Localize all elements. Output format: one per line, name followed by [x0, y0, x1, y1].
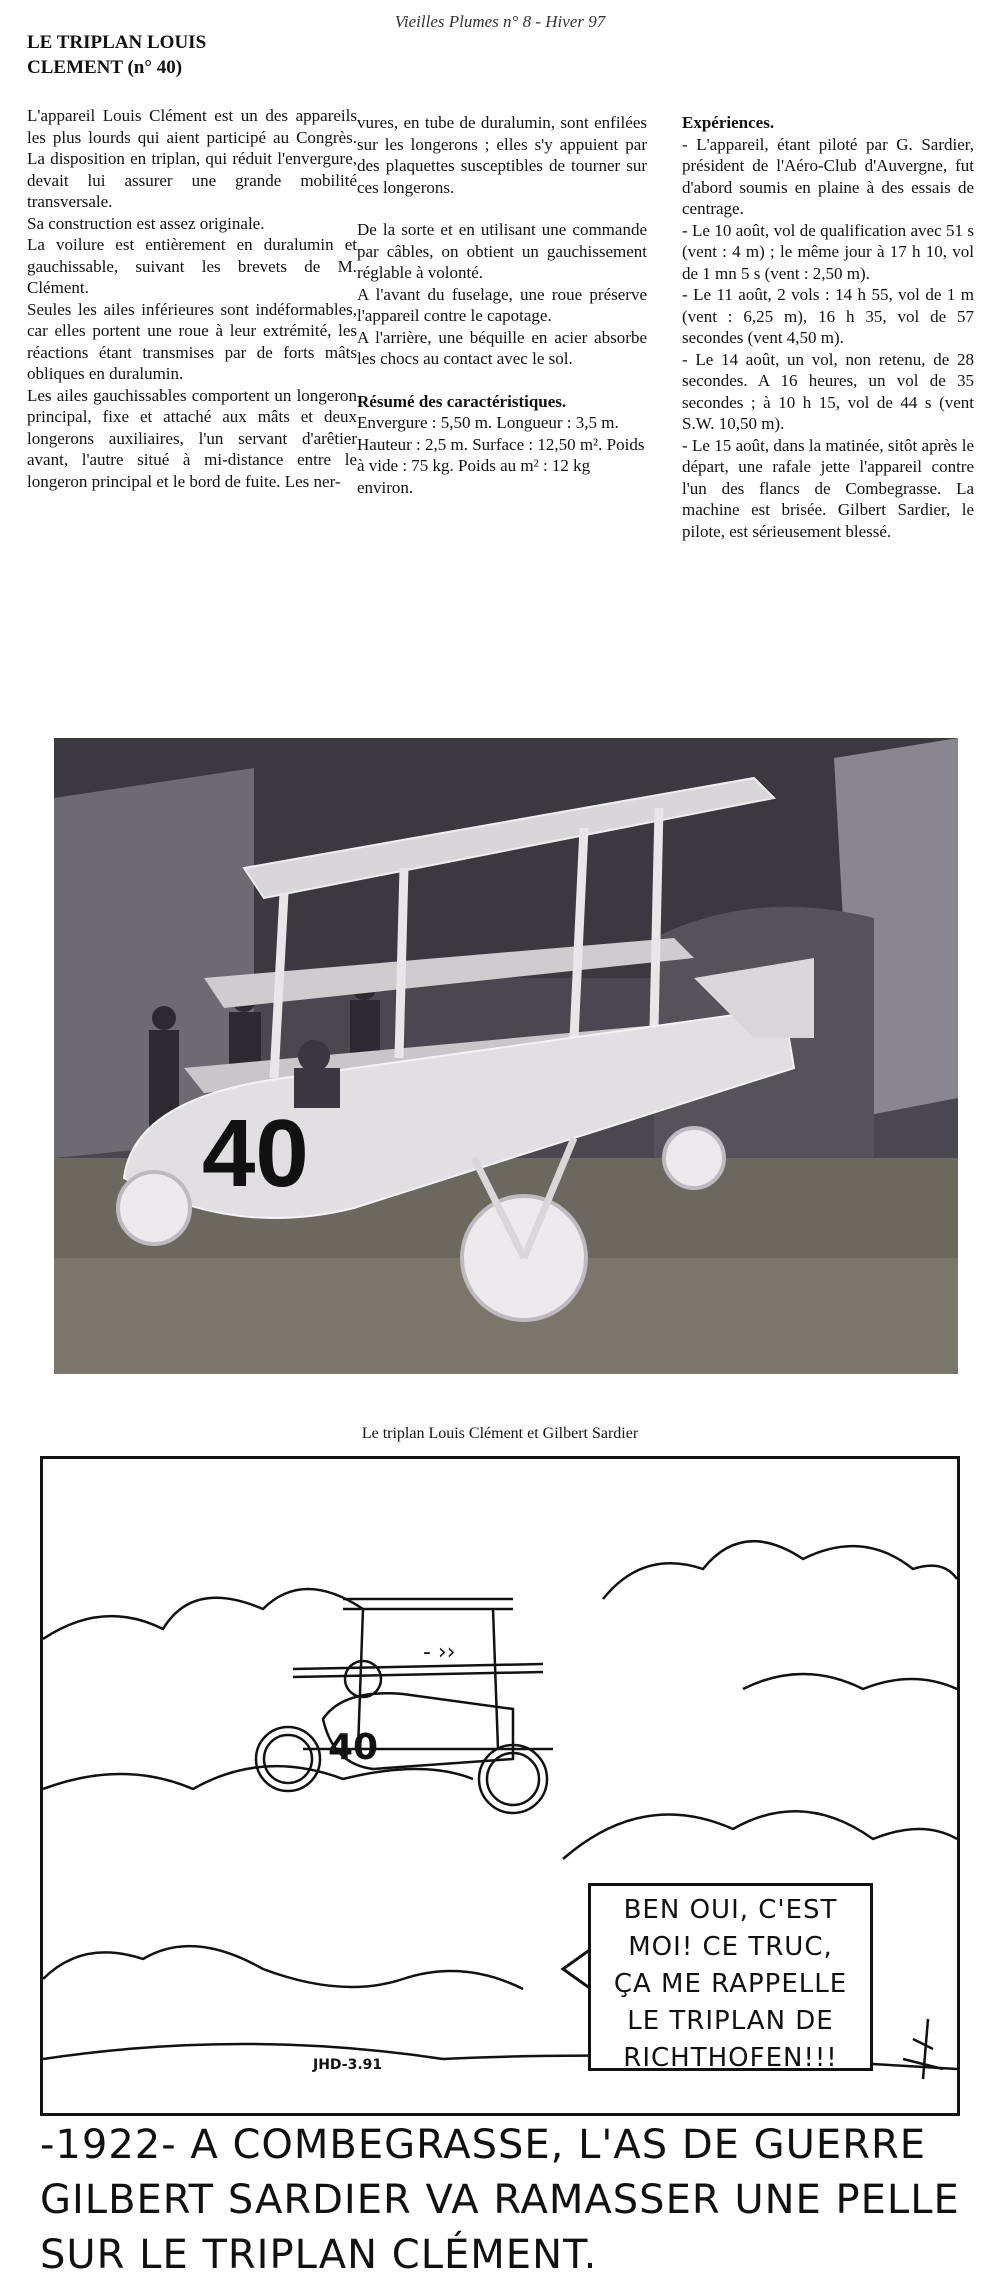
photo-caption: Le triplan Louis Clément et Gilbert Sardier: [361, 1425, 639, 1442]
triplane-photo: [54, 738, 958, 1374]
cartoon-plane-number: 40: [328, 1727, 379, 1768]
bubble-line: MOI! CE TRUC,: [628, 1932, 833, 1962]
cartoon-caption-line-1: -1922- A COMBEGRASSE, L'AS DE GUERRE: [40, 2122, 927, 2168]
paragraph: Sa construction est assez originale.: [27, 213, 265, 233]
aircraft-number: 40: [202, 1100, 309, 1207]
paragraph: A l'avant du fuselage, une roue préserve l'appareil contre le capotage.: [357, 284, 647, 325]
cartoon-panel: [40, 1456, 960, 2116]
paragraph: De la sorte et en utilisant une commande par câbles, on obtient un gauchissement réglable à volonté.: [357, 220, 647, 282]
paragraph: Seules les ailes inférieures sont indéformables, car elles portent une roue à leur extrémité, les réactions étant transmises par de forts mâts obliques en duralumin.: [27, 299, 357, 383]
cartoon-caption-line-2: GILBERT SARDIER VA RAMASSER UNE PELLE: [40, 2177, 960, 2223]
title-line-1: LE TRIPLAN LOUIS: [27, 32, 207, 53]
text-column-2: [357, 112, 647, 498]
bubble-line: BEN OUI, C'EST: [623, 1895, 838, 1925]
article-title: [27, 30, 327, 80]
artist-signature: JHD-3.91: [313, 2057, 383, 2073]
paragraph: L'appareil Louis Clément est un des appareils les plus lourds qui aient participé au Congrès. La disposition en triplan, qui réduit l'envergure, devait lui assurer une grande mobilité transversale.: [27, 106, 357, 211]
paragraph: vures, en tube de duralumin, sont enfilées sur les longerons ; elles s'y appuient par des plaquettes susceptibles de tourner sur ces longerons.: [357, 113, 647, 197]
paragraph: A l'arrière, une béquille en acier absorbe les chocs au contact avec le sol.: [357, 327, 647, 368]
speech-bubble: [588, 1883, 873, 2071]
text-column-1: [27, 105, 357, 492]
triplane-photo-illustration: [54, 738, 958, 1374]
bubble-line: LE TRIPLAN DE: [627, 2006, 834, 2036]
paragraph: - Le 11 août, 2 vols : 14 h 55, vol de 1 m (vent : 6,25 m), 16 h 35, vol de 57 secondes (vent 4,50 m).: [682, 285, 974, 347]
motion-marks: - ››: [423, 1640, 456, 1665]
bubble-line: RICHTHOFEN!!!: [623, 2043, 838, 2073]
bubble-line: ÇA ME RAPPELLE: [613, 1969, 848, 1999]
text-column-3: [682, 112, 974, 542]
paragraph: - Le 10 août, vol de qualification avec 51 s (vent : 4 m) ; le même jour à 17 h 10, vol de 1 mn 5 s (vent : 2,50 m).: [682, 220, 974, 283]
running-header: Vieilles Plumes n° 8 - Hiver 97: [394, 12, 606, 31]
paragraph: - Le 15 août, dans la matinée, sitôt après le départ, une rafale jette l'appareil contre l'un des flancs de Combegrasse. La machine est brisée. Gilbert Sardier, le pilote, est sérieusement blessé.: [682, 435, 974, 541]
experiences-heading: Expériences.: [682, 113, 775, 132]
paragraph: La voilure est entièrement en duralumin et gauchissable, suivant les brevets de M. Clément.: [27, 235, 357, 297]
resume-text: Envergure : 5,50 m. Longueur : 3,5 m. Hauteur : 2,5 m. Surface : 12,50 m². Poids à vide : 75 kg. Poids au m² : 12 kg environ.: [357, 413, 645, 497]
paragraph: Les ailes gauchissables comportent un longeron principal, fixe et attaché aux mâts et deux longerons auxiliaires, l'un servant d'arêtier avant, l'autre situé à mi-distance entre le longeron principal et le bord de fuite. Les ner-: [27, 385, 357, 491]
title-line-2: CLEMENT (n° 40): [27, 57, 183, 78]
resume-heading: Résumé des caractéristiques.: [357, 391, 567, 411]
cartoon-caption-line-3: SUR LE TRIPLAN CLÉMENT.: [40, 2232, 598, 2278]
paragraph: - L'appareil, étant piloté par G. Sardier, président de l'Aéro-Club d'Auvergne, fut d'abord soumis en plaine à des essais de centrage.: [682, 134, 974, 218]
paragraph: - Le 14 août, un vol, non retenu, de 28 secondes. A 16 heures, un vol de 35 secondes ; à 10 h 15, vol de 44 s (vent S.W. 10,50 m).: [682, 349, 974, 433]
